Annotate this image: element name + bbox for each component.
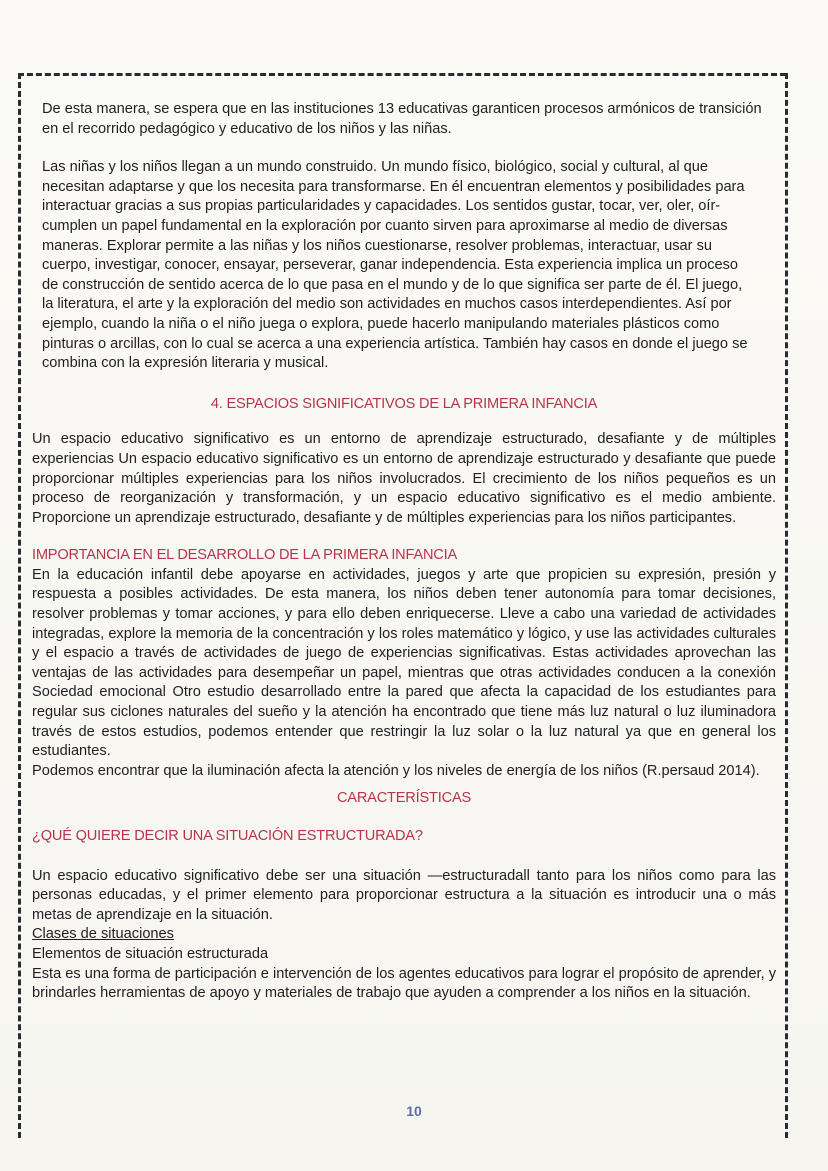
page-content — [32, 100, 776, 1004]
heading-question: ¿QUÉ QUIERE DECIR UNA SITUACIÓN ESTRUCTURADA? — [32, 828, 423, 844]
page-number: 10 — [406, 1103, 422, 1119]
paragraph-world: Las niñas y los niños llegan a un mundo construido. Un mundo físico, biológico, social y cultural, al que necesitan adaptarse y que los necesita para transformarse. En él encuentran elementos y posibilidades para interactuar gracias a sus propias particularidades y capacidades. Los sentidos gustar, tocar, ver, oler, oír- cumplen un papel fundamental en la exploración por cuanto sirven para aproximarse al medio de diversas maneras. Explorar permite a las niñas y los niños cuestionarse, resolver problemas, interactuar, usar su cuerpo, investigar, conocer, ensayar, perseverar, ganar independencia. Esta experiencia implica un proceso de construcción de sentido acerca de lo que pasa en el mundo y de lo que significa ser parte de él. El juego, la literatura, el arte y la exploración del medio son actividades en muchos casos interdependientes. Así por ejemplo, cuando la niña o el niño juega o explora, puede hacerlo manipulando materiales plásticos como pinturas o arcillas, con lo cual se acerca a una experiencia artística. También hay casos en donde el juego se combina con la expresión literaria y musical. — [42, 159, 748, 372]
heading-importance: IMPORTANCIA EN EL DESARROLLO DE LA PRIMERA INFANCIA — [32, 547, 458, 564]
paragraph-lighting: Podemos encontrar que la iluminación afecta la atención y los niveles de energía de los niños (R.persaud 2014). — [32, 762, 760, 779]
page-border-right — [785, 73, 788, 1138]
link-classes: Clases de situaciones — [32, 926, 174, 943]
heading-spaces: 4. ESPACIOS SIGNIFICATIVOS DE LA PRIMERA INFANCIA — [210, 395, 598, 412]
paragraph-importance: En la educación infantil debe apoyarse en actividades, juegos y arte que propicien su expresión, presión y respuesta a posibles actividades. De esta manera, los niños deben tener autonomía para tomar decisiones, resolver problemas y tomar acciones, y para ello deben enriquecerse. Lleve a cabo una variedad de actividades integradas, explore la memoria de la concentración y los roles matemático y lógico, y use las actividades culturales y el espacio a través de actividades de juego de experiencias significativas. Estas actividades aprovechan las ventajas de las actividades para desempeñar un papel, mientras que otras actividades conducen a la conexión Sociedad emocional Otro estudio desarrollado entre la pared que afecta la capacidad de los estudiantes para regular sus ciclones naturales del sueño y la atención ha encontrado que tiene más luz natural o luz iluminadora través de estos estudios, podemos entender que restringir la luz solar o la luz natural ya que en general los estudiantes. — [32, 566, 776, 760]
page-border-top — [18, 73, 786, 76]
paragraph-participation: Esta es una forma de participación e intervención de los agentes educativos para lograr el propósito de aprender, y brindarles herramientas de apoyo y materiales de trabajo que ayuden a comprender a los niños en la situación. — [32, 965, 776, 1002]
paragraph-elements: Elementos de situación estructurada — [32, 945, 269, 962]
page-border-left — [18, 73, 21, 1138]
paragraph-intro: De esta manera, se espera que en las instituciones 13 educativas garanticen procesos armónicos de transición en el recorrido pedagógico y educativo de los niños y las niñas. — [42, 101, 762, 137]
heading-characteristics: CARACTERÍSTICAS — [336, 790, 472, 807]
paragraph-spaces: Un espacio educativo significativo es un entorno de aprendizaje estructurado, desafiante y de múltiples experiencias Un espacio educativo significativo es un entorno de aprendizaje estructurado y desafiante que puede proporcionar múltiples experiencias para los niños involucrados. El crecimiento de los niños pequeños es un proceso de reorganización y transformación, y un espacio educativo significativo es el medio ambiente. Proporcione un aprendizaje estructurado, desafiante y de múltiples experiencias para los niños participantes. — [32, 431, 776, 526]
paragraph-structured: Un espacio educativo significativo debe ser una situación —estructuradall tanto para los niños como para las personas educadas, y el primer elemento para proporcionar estructura a la situación es introducir una o más metas de aprendizaje en la situación. — [32, 867, 776, 923]
